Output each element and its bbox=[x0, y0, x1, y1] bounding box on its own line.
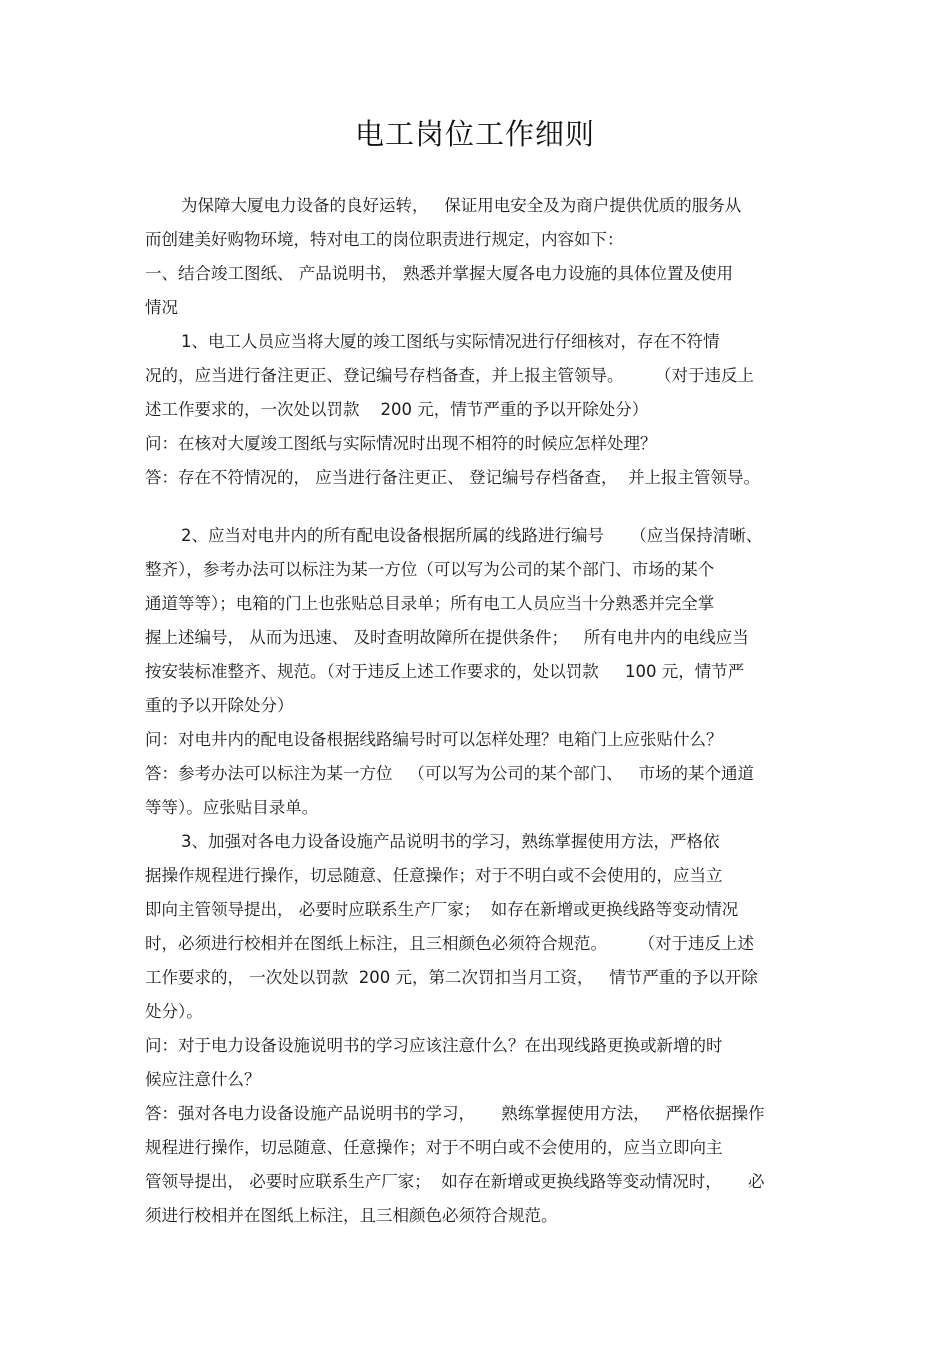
item1-line-3: 述工作要求的，一次处以罚款 200 元，情节严重的予以开除处分） bbox=[145, 400, 649, 419]
item1-line-1: 1、电工人员应当将大厦的竣工图纸与实际情况进行仔细核对，存在不符情 bbox=[181, 332, 720, 351]
item2-line-4: 握上述编号， 从而为迅速、 及时查明故障所在提供条件； 所有电井内的电线应当 bbox=[145, 628, 749, 647]
item2-line-5: 按安装标准整齐、规范。（对于违反上述工作要求的，处以罚款 100 元，情节严 bbox=[145, 662, 745, 681]
item2-line-1: 2、应当对电井内的所有配电设备根据所属的线路进行编号 （应当保持清晰、 bbox=[181, 526, 763, 545]
section-heading-line-1: 一、结合竣工图纸、 产品说明书， 熟悉并掌握大厦各电力设施的具体位置及使用 bbox=[145, 264, 733, 283]
intro-line-2: 而创建美好购物环境，特对电工的岗位职责进行规定，内容如下： bbox=[145, 230, 624, 249]
item3-answer-line-1: 答：强对各电力设备设施产品说明书的学习， 熟练掌握使用方法， 严格依据操作 bbox=[145, 1104, 765, 1123]
item2-answer-line-2: 等等）。应张贴目录单。 bbox=[145, 798, 319, 817]
item1-answer: 答：存在不符情况的， 应当进行备注更正、 登记编号存档备查， 并上报主管领导。 bbox=[145, 468, 760, 487]
item2-line-6: 重的予以开除处分） bbox=[145, 696, 294, 715]
item2-question: 问：对电井内的配电设备根据线路编号时可以怎样处理？电箱门上应张贴什么？ bbox=[145, 730, 723, 749]
item3-question-line-2: 候应注意什么？ bbox=[145, 1070, 261, 1089]
item2-line-3: 通道等等）；电箱的门上也张贴总目录单；所有电工人员应当十分熟悉并完全掌 bbox=[145, 594, 715, 613]
page-title: 电工岗位工作细则 bbox=[354, 117, 595, 151]
document-body bbox=[145, 189, 810, 1233]
item3-answer-line-2: 规程进行操作，切忌随意、任意操作；对于不明白或不会使用的，应当立即向主 bbox=[145, 1138, 723, 1157]
item3-question-line-1: 问：对于电力设备设施说明书的学习应该注意什么？在出现线路更换或新增的时 bbox=[145, 1036, 723, 1055]
item3-line-1: 3、加强对各电力设备设施产品说明书的学习，熟练掌握使用方法，严格依 bbox=[181, 832, 720, 851]
item2-answer-line-1: 答：参考办法可以标注为某一方位 （可以写为公司的某个部门、 市场的某个通道 bbox=[145, 764, 754, 783]
item1-question: 问：在核对大厦竣工图纸与实际情况时出现不相符的时候应怎样处理？ bbox=[145, 434, 657, 453]
item3-line-2: 据操作规程进行操作，切忌随意、任意操作；对于不明白或不会使用的，应当立 bbox=[145, 866, 723, 885]
item3-answer-line-4: 须进行校相并在图纸上标注，且三相颜色必须符合规范。 bbox=[145, 1206, 558, 1225]
item3-line-3: 即向主管领导提出， 必要时应联系生产厂家； 如存在新增或更换线路等变动情况 bbox=[145, 900, 739, 919]
item2-line-2: 整齐），参考办法可以标注为某一方位（可以写为公司的某个部门、市场的某个 bbox=[145, 560, 715, 579]
item3-line-5: 工作要求的， 一次处以罚款 200 元，第二次罚扣当月工资， 情节严重的予以开除 bbox=[145, 968, 758, 987]
item3-line-4: 时，必须进行校相并在图纸上标注，且三相颜色必须符合规范。 （对于违反上述 bbox=[145, 934, 754, 953]
paragraph-gap bbox=[145, 495, 810, 519]
intro-line-1: 为保障大厦电力设备的良好运转， 保证用电安全及为商户提供优质的服务从 bbox=[181, 196, 742, 215]
section-heading-line-2: 情况 bbox=[145, 298, 178, 317]
item3-answer-line-3: 管领导提出， 必要时应联系生产厂家； 如存在新增或更换线路等变动情况时， 必 bbox=[145, 1172, 765, 1191]
item1-line-2: 况的，应当进行备注更正、登记编号存档备查，并上报主管领导。 （对于违反上 bbox=[145, 366, 754, 385]
item3-line-6: 处分）。 bbox=[145, 1002, 203, 1021]
